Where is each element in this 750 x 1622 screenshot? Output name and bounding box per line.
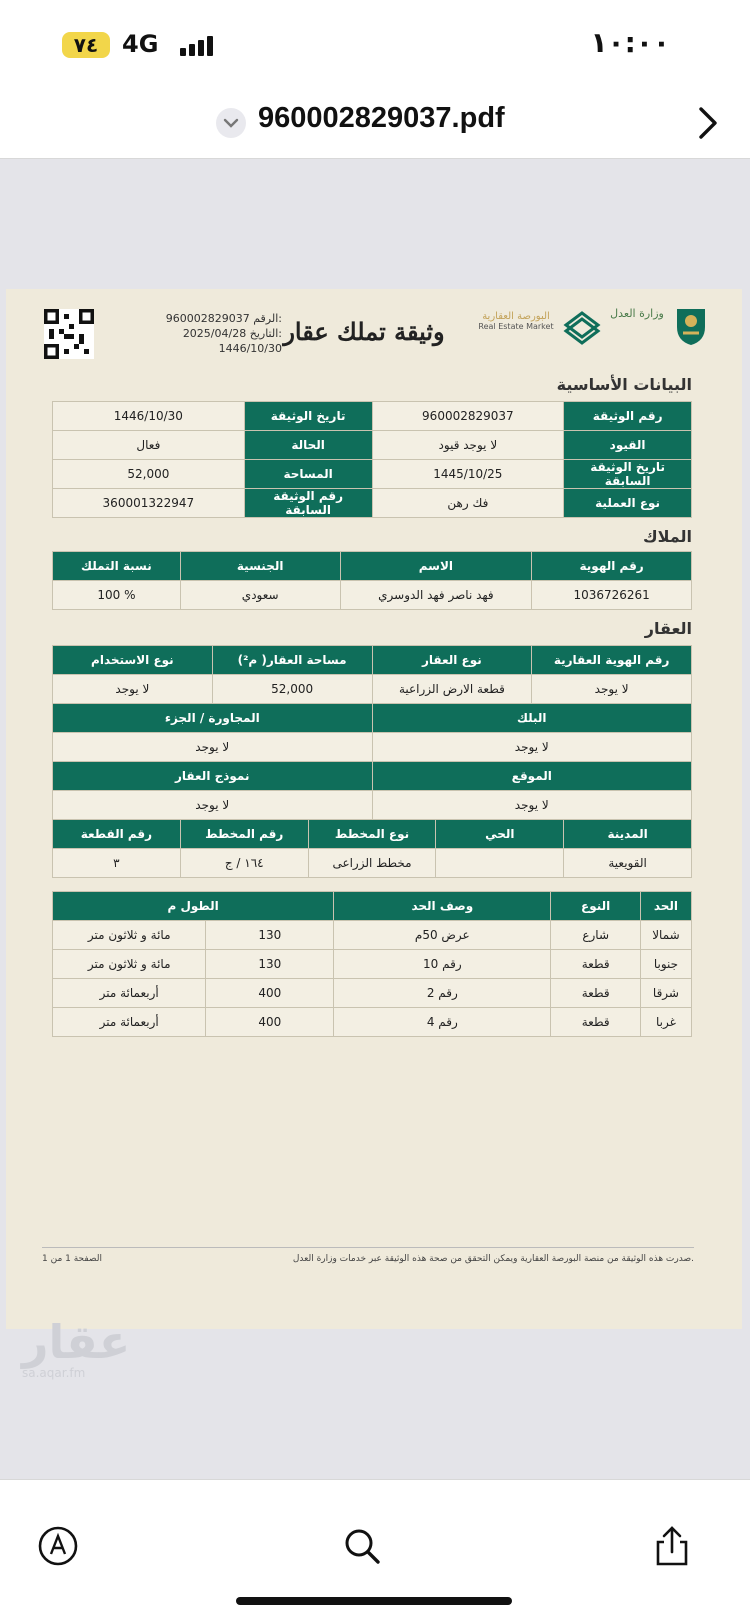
chevron-right-icon[interactable] bbox=[696, 104, 720, 146]
table-cell: لا يوجد bbox=[532, 675, 692, 704]
doc-number-label: الرقم: bbox=[253, 312, 282, 325]
document-title: وثيقة تملك عقار bbox=[283, 317, 445, 346]
table-cell: رقم 10 bbox=[334, 950, 551, 979]
doc-date-label: التاريخ: bbox=[249, 327, 282, 340]
table-cell: فعال bbox=[53, 431, 245, 460]
table-row bbox=[53, 489, 692, 518]
table-cell: قطعة bbox=[551, 950, 640, 979]
table-header-row bbox=[53, 820, 692, 849]
markup-icon[interactable] bbox=[36, 1524, 80, 1568]
footer-note: صدرت هذه الوثيقة من منصة البورصة العقارية ويمكن التحقق من صحة هذه الوثيقة عبر خدمات وزارة العدل. bbox=[292, 1254, 694, 1264]
table-header-cell: رقم الوثيقة السابقة bbox=[244, 489, 372, 518]
search-icon[interactable] bbox=[340, 1524, 384, 1568]
table-header-cell: المساحة bbox=[244, 460, 372, 489]
table-header-row bbox=[53, 552, 692, 581]
table-cell: سعودي bbox=[180, 581, 340, 610]
watermark-logo-text: عقار bbox=[22, 1315, 131, 1369]
section-owners-title: الملاك bbox=[642, 527, 692, 546]
market-logo-ar: البورصة العقارية bbox=[482, 311, 550, 322]
status-bar bbox=[0, 0, 750, 90]
qr-code-icon bbox=[44, 309, 94, 359]
table-header-cell: الجنسية bbox=[180, 552, 340, 581]
table-header-cell: البلك bbox=[372, 704, 692, 733]
table-cell: مخطط الزراعى bbox=[308, 849, 436, 878]
table-header-cell: مساحة العقار( م²) bbox=[212, 646, 372, 675]
basic-data-table bbox=[52, 401, 692, 518]
table-cell: 1446/10/30 bbox=[53, 402, 245, 431]
table-cell: 1445/10/25 bbox=[372, 460, 564, 489]
table-cell: فك رهن bbox=[372, 489, 564, 518]
table-header-cell: الموقع bbox=[372, 762, 692, 791]
table-cell: رقم 2 bbox=[334, 979, 551, 1008]
table-cell: القويعية bbox=[564, 849, 692, 878]
table-cell: لا يوجد bbox=[53, 791, 373, 820]
table-header-cell: رقم المخطط bbox=[180, 820, 308, 849]
table-cell: ٣ bbox=[53, 849, 181, 878]
table-header-cell: المدينة bbox=[564, 820, 692, 849]
table-header-cell: الحد bbox=[640, 892, 691, 921]
table-cell: 960002829037 bbox=[372, 402, 564, 431]
table-cell: ١٦٤ / ج bbox=[180, 849, 308, 878]
table-header-row bbox=[53, 646, 692, 675]
table-cell: 130 bbox=[206, 950, 334, 979]
table-row bbox=[53, 921, 692, 950]
table-header-row bbox=[53, 704, 692, 733]
document-meta bbox=[142, 311, 282, 356]
table-cell: عرض 50م bbox=[334, 921, 551, 950]
moj-logo: وزارة العدل bbox=[610, 307, 664, 320]
chevron-down-icon[interactable] bbox=[216, 108, 246, 138]
table-cell: شمالا bbox=[640, 921, 691, 950]
pdf-page bbox=[6, 289, 742, 1329]
table-cell: أربعمائة متر bbox=[53, 979, 206, 1008]
table-cell: غربا bbox=[640, 1008, 691, 1037]
navigation-bar bbox=[0, 90, 750, 159]
owners-table bbox=[52, 551, 692, 610]
table-row bbox=[53, 733, 692, 762]
section-property-title: العقار bbox=[644, 619, 692, 638]
table-header-cell: نوع العملية bbox=[564, 489, 692, 518]
saudi-emblem-icon bbox=[673, 303, 709, 347]
table-header-row bbox=[53, 762, 692, 791]
table-cell: 1036726261 bbox=[532, 581, 692, 610]
table-cell: لا يوجد bbox=[53, 675, 213, 704]
table-cell bbox=[436, 849, 564, 878]
table-cell: 400 bbox=[206, 979, 334, 1008]
file-title[interactable]: 960002829037.pdf bbox=[258, 102, 505, 134]
table-header-cell: وصف الحد bbox=[334, 892, 551, 921]
table-row bbox=[53, 1008, 692, 1037]
table-cell: 52,000 bbox=[53, 460, 245, 489]
table-cell: رقم 4 bbox=[334, 1008, 551, 1037]
table-header-cell: تاريخ الوثيقة bbox=[244, 402, 372, 431]
clock: ١٠:٠٠ bbox=[590, 26, 670, 59]
pdf-viewer[interactable] bbox=[0, 159, 750, 1479]
table-header-cell: نوع العقار bbox=[372, 646, 532, 675]
table-cell: شرقا bbox=[640, 979, 691, 1008]
market-emblem-icon bbox=[562, 307, 602, 347]
table-cell: قطعة الارض الزراعية bbox=[372, 675, 532, 704]
table-cell: 360001322947 bbox=[53, 489, 245, 518]
footer-divider bbox=[42, 1247, 694, 1248]
table-header-cell: النوع bbox=[551, 892, 640, 921]
share-icon[interactable] bbox=[650, 1524, 694, 1568]
network-type: 4G bbox=[122, 30, 159, 58]
property-table bbox=[52, 645, 692, 820]
table-header-cell: المجاورة / الجزء bbox=[53, 704, 373, 733]
table-row bbox=[53, 402, 692, 431]
home-indicator bbox=[236, 1597, 512, 1605]
table-cell: % 100 bbox=[53, 581, 181, 610]
table-cell: قطعة bbox=[551, 1008, 640, 1037]
aqar-watermark bbox=[22, 1315, 152, 1388]
signal-icon bbox=[180, 36, 214, 56]
table-header-cell: رقم الهوية العقارية bbox=[532, 646, 692, 675]
doc-greg-date: 2025/04/28 bbox=[182, 327, 247, 340]
table-cell: قطعة bbox=[551, 979, 640, 1008]
table-header-cell: الحي bbox=[436, 820, 564, 849]
table-cell: لا يوجد قيود bbox=[372, 431, 564, 460]
battery-indicator: ٧٤ bbox=[62, 32, 110, 58]
table-cell: جنوبا bbox=[640, 950, 691, 979]
table-header-cell: الاسم bbox=[340, 552, 532, 581]
table-header-cell: الحالة bbox=[244, 431, 372, 460]
table-header-cell: نوع المخطط bbox=[308, 820, 436, 849]
table-row bbox=[53, 675, 692, 704]
table-header-cell: نموذج العقار bbox=[53, 762, 373, 791]
doc-hijri-date: 1446/10/30 bbox=[218, 342, 282, 355]
watermark-url: sa.aqar.fm bbox=[22, 1366, 86, 1380]
table-header-cell: القيود bbox=[564, 431, 692, 460]
table-row bbox=[53, 460, 692, 489]
table-row bbox=[53, 979, 692, 1008]
table-cell: مائة و ثلاثون متر bbox=[53, 950, 206, 979]
table-cell: 52,000 bbox=[212, 675, 372, 704]
location-table bbox=[52, 819, 692, 878]
table-row bbox=[53, 849, 692, 878]
boundaries-table bbox=[52, 891, 692, 1037]
table-cell: 400 bbox=[206, 1008, 334, 1037]
table-cell: فهد ناصر فهد الدوسري bbox=[340, 581, 532, 610]
section-basic-title: البيانات الأساسية bbox=[556, 375, 692, 394]
table-cell: لا يوجد bbox=[372, 791, 692, 820]
table-header-cell: رقم الوثيقة bbox=[564, 402, 692, 431]
table-header-cell: نوع الاستخدام bbox=[53, 646, 213, 675]
table-row bbox=[53, 431, 692, 460]
table-header-cell: الطول م bbox=[53, 892, 334, 921]
table-header-row bbox=[53, 892, 692, 921]
table-row bbox=[53, 791, 692, 820]
table-cell: مائة و ثلاثون متر bbox=[53, 921, 206, 950]
footer-page-number: الصفحة 1 من 1 bbox=[42, 1254, 102, 1264]
table-cell: شارع bbox=[551, 921, 640, 950]
table-header-cell: نسبة التملك bbox=[53, 552, 181, 581]
table-header-cell: رقم الهوية bbox=[532, 552, 692, 581]
table-cell: لا يوجد bbox=[53, 733, 373, 762]
table-header-cell: رقم القطعة bbox=[53, 820, 181, 849]
table-cell: 130 bbox=[206, 921, 334, 950]
real-estate-market-logo bbox=[476, 311, 556, 351]
table-row bbox=[53, 581, 692, 610]
table-cell: أربعمائة متر bbox=[53, 1008, 206, 1037]
table-header-cell: تاريخ الوثيقة السابقة bbox=[564, 460, 692, 489]
doc-number: 960002829037 bbox=[165, 312, 250, 325]
table-row bbox=[53, 950, 692, 979]
market-logo-en: Real Estate Market bbox=[478, 322, 554, 331]
table-cell: لا يوجد bbox=[372, 733, 692, 762]
